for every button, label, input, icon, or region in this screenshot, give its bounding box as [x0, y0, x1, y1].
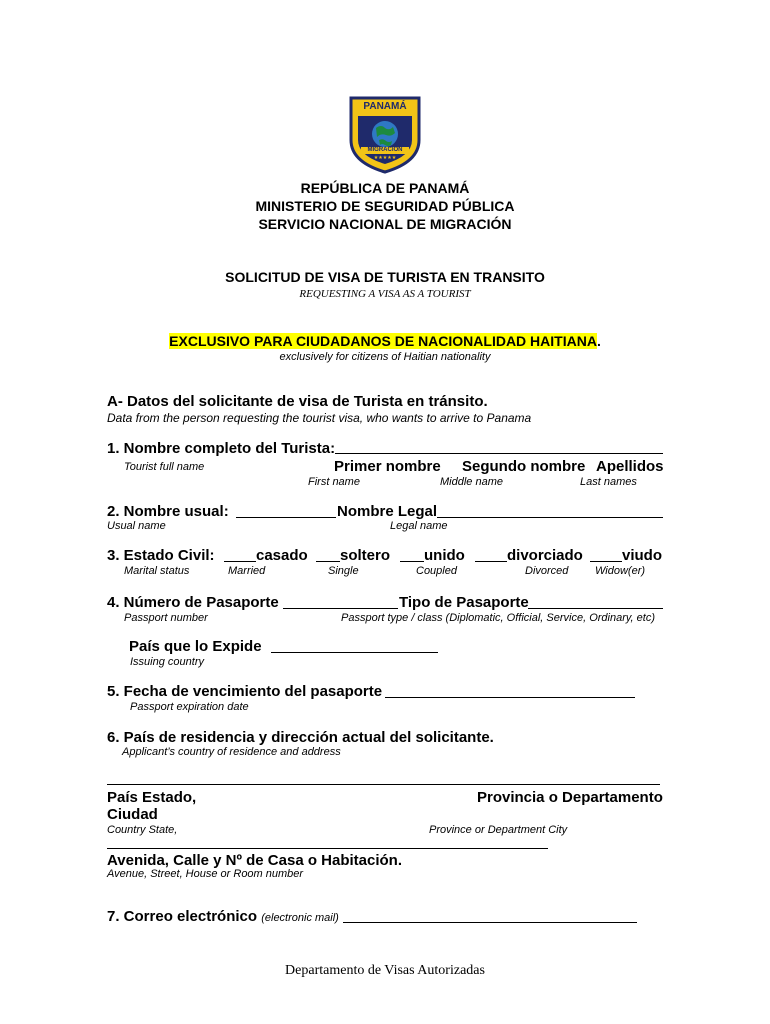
expiration-date-field[interactable]: [385, 697, 635, 698]
q6-street-en: Avenue, Street, House or Room number: [107, 868, 304, 880]
q7-label: [107, 908, 339, 925]
exclusive-notice-en: exclusively for citizens of Haitian nationality: [279, 351, 491, 363]
logo-top-text: PANAMÁ: [363, 101, 407, 112]
q4-issuer-es: País que lo Expide: [129, 638, 262, 655]
form-title-en: REQUESTING A VISA AS A TOURIST: [299, 288, 471, 300]
email-field[interactable]: [343, 922, 637, 923]
q2-label: 2. Nombre usual:: [107, 503, 229, 520]
married-checkbox-line[interactable]: [224, 561, 256, 562]
widow-checkbox-line[interactable]: [590, 561, 622, 562]
q3-label: 3. Estado Civil:: [107, 547, 215, 564]
q1-label: 1. Nombre completo del Turista:: [107, 440, 336, 457]
q3-coupled-es: unido: [424, 547, 465, 564]
q1-first-name-es: Primer nombre: [334, 458, 441, 475]
legal-name-field[interactable]: [437, 517, 663, 518]
address-field[interactable]: [107, 848, 548, 849]
q4-issuer-en: Issuing country: [130, 656, 204, 668]
divorced-checkbox-line[interactable]: [475, 561, 507, 562]
q3-single-es: soltero: [340, 547, 391, 564]
q2-label-en: Usual name: [107, 520, 166, 532]
logo-stars: ★★★★★: [373, 155, 397, 161]
header-line-2: MINISTERIO DE SEGURIDAD PÚBLICA: [255, 198, 515, 214]
footer-department: Departamento de Visas Autorizadas: [285, 963, 485, 978]
q6-country-es: País Estado,: [107, 789, 197, 806]
exclusive-highlight: EXCLUSIVO PARA CIUDADANOS DE NACIONALIDAD HAITIANA: [169, 333, 597, 349]
q5-label-en: Passport expiration date: [130, 701, 249, 713]
q3-label-en: Marital status: [124, 565, 190, 577]
logo-bottom-text: MIGRACIÓN: [367, 147, 403, 153]
q7-label-es: 7. Correo electrónico: [107, 908, 258, 925]
q6-street-es: Avenida, Calle y Nº de Casa o Habitación.: [107, 852, 403, 869]
q1-last-name-en: Last names: [580, 476, 637, 488]
q4-type-en: Passport type / class (Diplomatic, Official, Service, Ordinary, etc): [341, 612, 655, 624]
q6-label: 6. País de residencia y dirección actual del solicitante.: [107, 729, 494, 746]
q1-last-name-es: Apellidos: [596, 458, 664, 475]
q6-province-en: Province or Department City: [429, 824, 568, 836]
exclusive-period: .: [596, 333, 601, 349]
q3-single-en: Single: [328, 565, 359, 577]
issuing-country-field[interactable]: [271, 652, 438, 653]
residence-field[interactable]: [107, 784, 660, 785]
q1-fullname-field[interactable]: [335, 453, 663, 454]
q6-province-es: Provincia o Departamento: [477, 789, 663, 806]
q1-middle-name-en: Middle name: [440, 476, 503, 488]
q1-first-name-en: First name: [308, 476, 360, 488]
q4-label-en: Passport number: [124, 612, 208, 624]
coupled-checkbox-line[interactable]: [400, 561, 424, 562]
q3-coupled-en: Coupled: [416, 565, 457, 577]
q6-country-en: Country State,: [107, 824, 178, 836]
q3-widow-en: Widow(er): [595, 565, 646, 577]
q4-type-es: Tipo de Pasaporte: [399, 594, 529, 611]
q6-label-en: Applicant’s country of residence and address: [122, 746, 341, 758]
usual-name-field[interactable]: [236, 517, 336, 518]
q2-legal-name-en: Legal name: [390, 520, 448, 532]
q3-married-en: Married: [228, 565, 266, 577]
q5-label: 5. Fecha de vencimiento del pasaporte: [107, 683, 383, 700]
q2-legal-name-es: Nombre Legal: [337, 503, 438, 520]
q7-label-en: (electronic mail): [261, 912, 339, 924]
q3-divorced-es: divorciado: [507, 547, 583, 564]
q3-married-es: casado: [256, 547, 308, 564]
q3-widow-es: viudo: [622, 547, 662, 564]
q4-label: 4. Número de Pasaporte: [107, 594, 279, 611]
section-a-title: A- Datos del solicitante de visa de Turista en tránsito.: [107, 393, 488, 410]
header-line-3: SERVICIO NACIONAL DE MIGRACIÓN: [258, 216, 512, 232]
q6-city-es: Ciudad: [107, 806, 158, 823]
migracion-logo: [349, 96, 421, 174]
q3-divorced-en: Divorced: [525, 565, 569, 577]
header-line-1: REPÚBLICA DE PANAMÁ: [300, 180, 470, 196]
section-a-subtitle: Data from the person requesting the tourist visa, who wants to arrive to Panama: [107, 411, 532, 425]
passport-type-field[interactable]: [528, 608, 663, 609]
q1-middle-name-es: Segundo nombre: [462, 458, 586, 475]
single-checkbox-line[interactable]: [316, 561, 340, 562]
q1-label-en: Tourist full name: [124, 461, 205, 473]
form-title: SOLICITUD DE VISA DE TURISTA EN TRANSITO: [225, 269, 545, 285]
passport-number-field[interactable]: [283, 608, 398, 609]
exclusive-notice: [0, 333, 770, 349]
